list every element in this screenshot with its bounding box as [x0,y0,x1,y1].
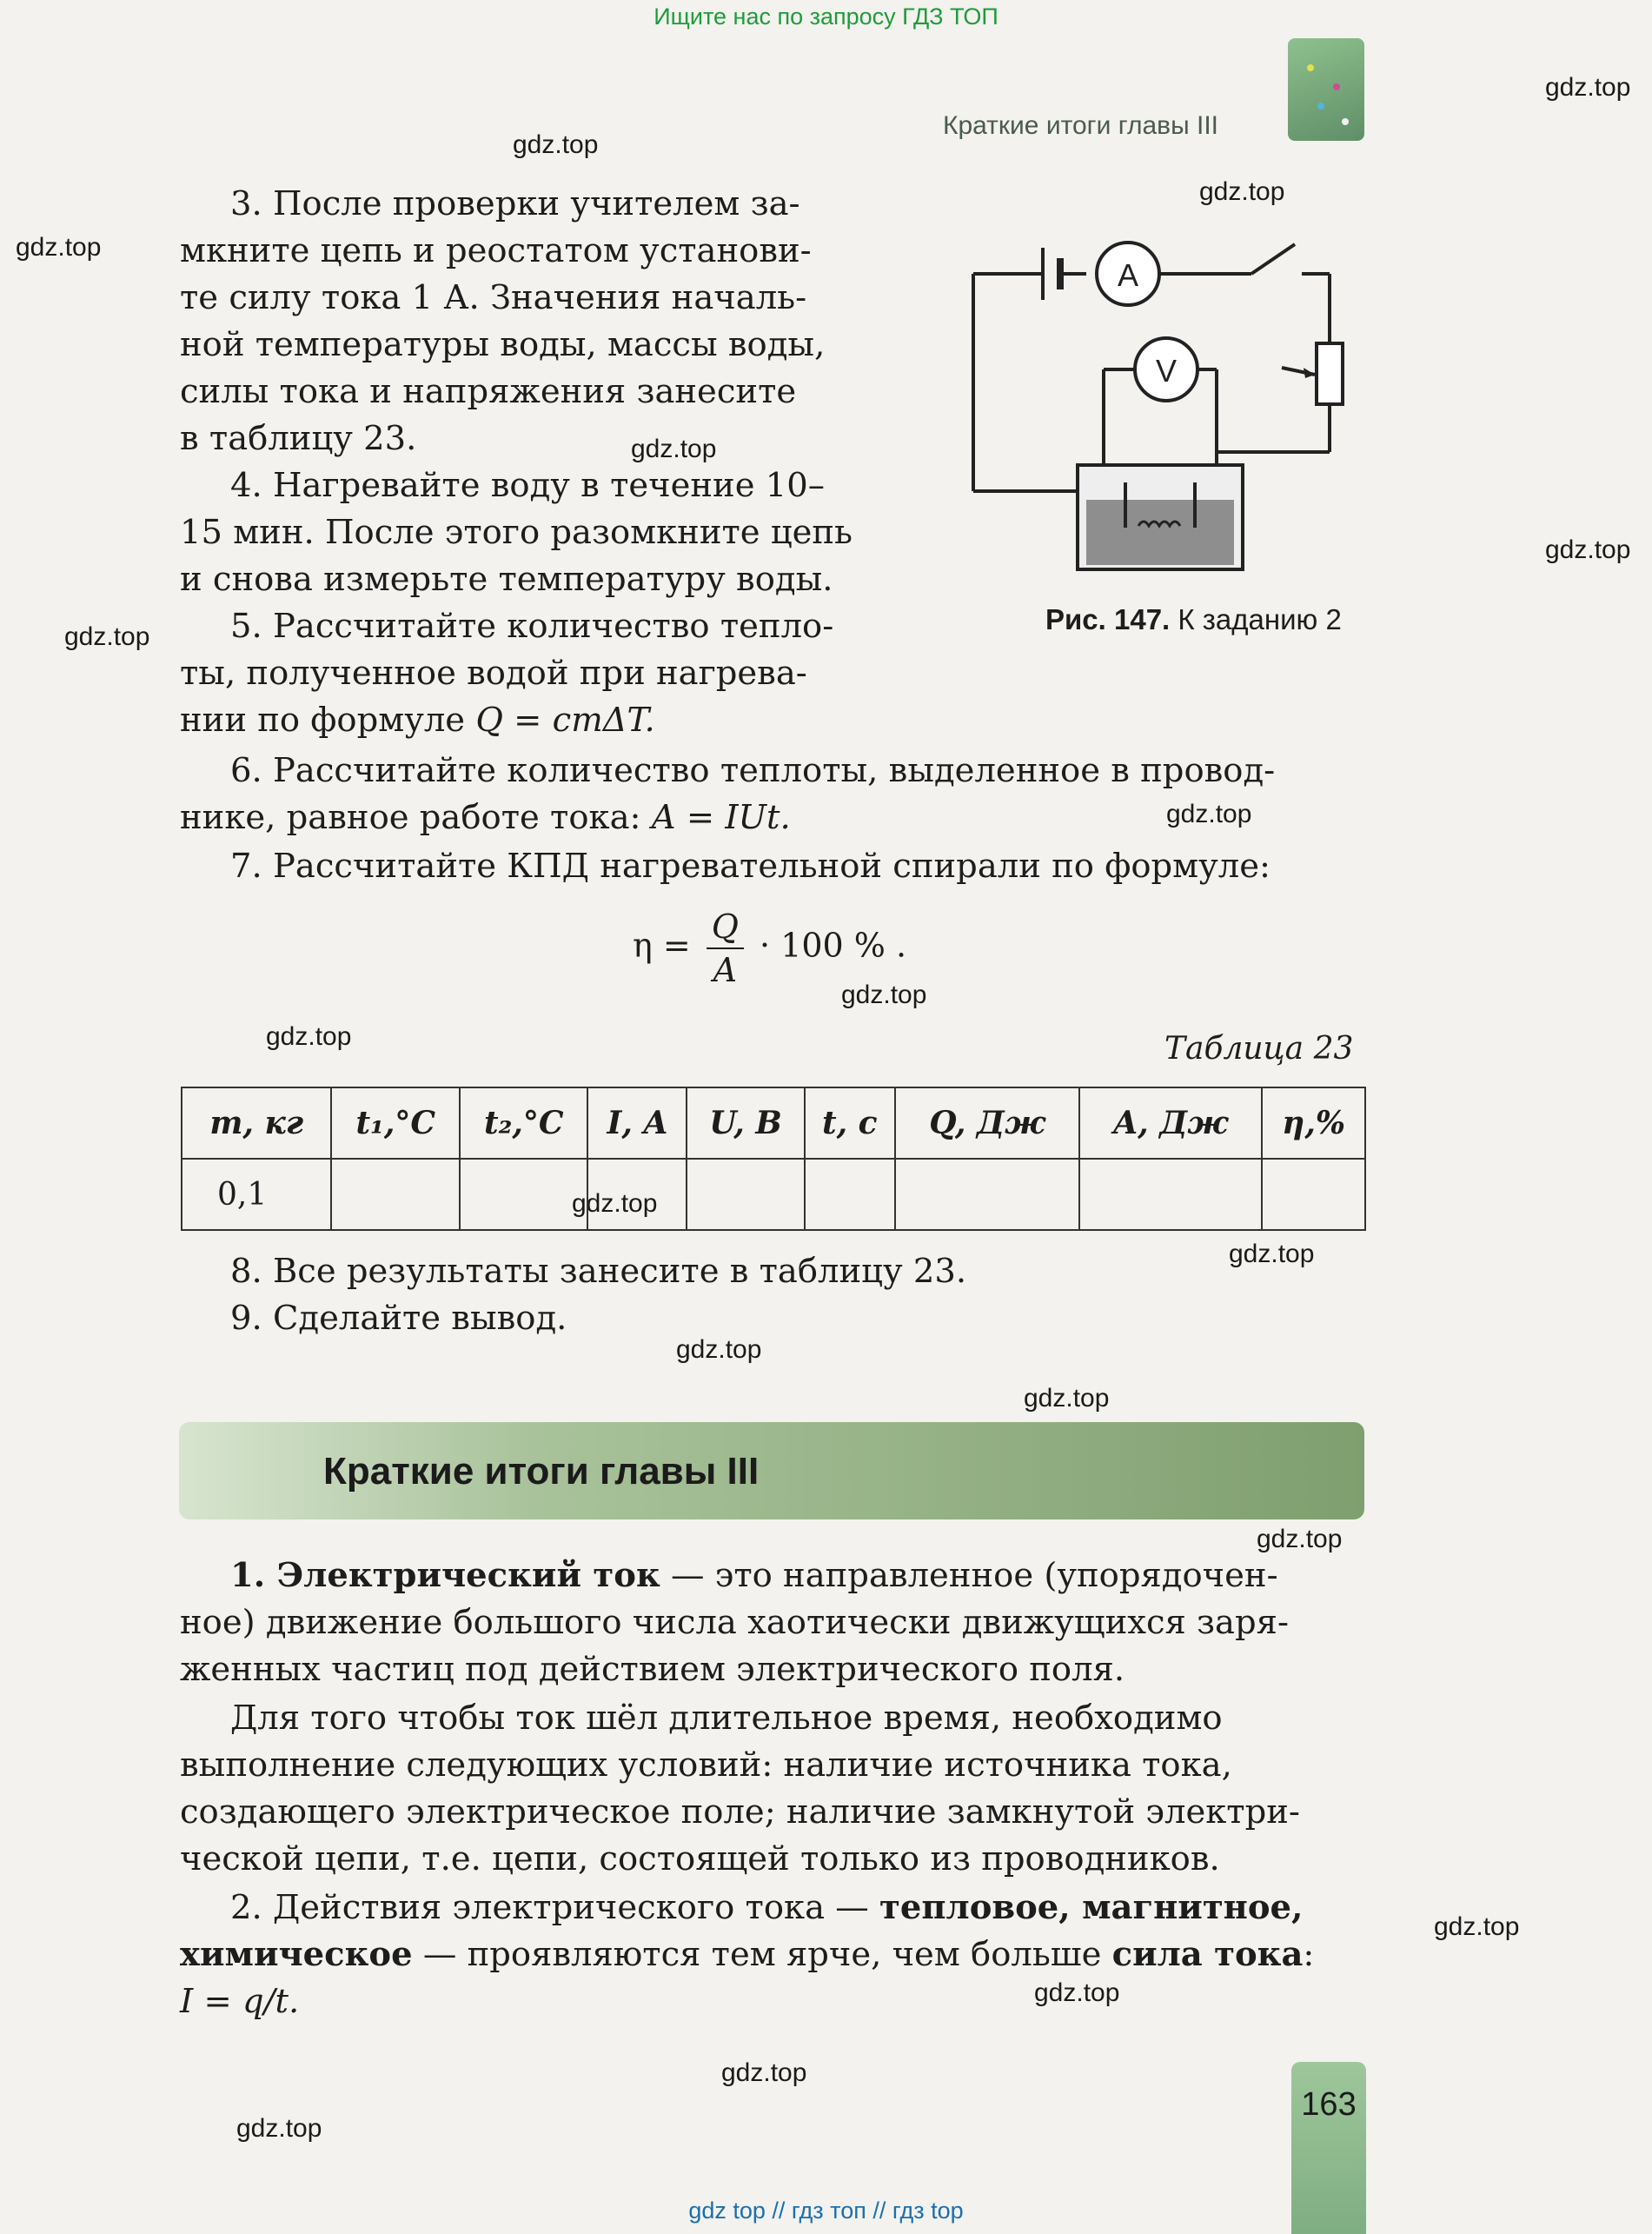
step-8-line: 8. Все результаты занесите в таблицу 23. [230,1252,967,1291]
heat-formula: Q = cmΔT. [475,701,655,740]
formula-fraction [707,906,744,991]
formula-denominator: A [713,951,738,989]
watermark: gdz.top [16,233,102,262]
watermark: gdz.top [1434,1912,1520,1941]
table-header-cell: A, Дж [1079,1087,1262,1159]
table-header-cell: U, B [687,1087,804,1159]
table-header-cell: t₁,°C [331,1087,460,1159]
table-row [182,1159,1365,1230]
step-3-line: в таблицу 23. [180,419,417,458]
watermark: gdz.top [572,1189,658,1218]
step-4-line: 15 мин. После этого разомкните цепь [180,513,853,552]
formula-numerator: Q [707,906,744,949]
summary-line: ческой цепи, т.е. цепи, состоящей только из проводников. [180,1839,1220,1878]
table-cell [587,1159,687,1230]
step-5-line: ты, полученное водой при нагрева- [180,654,807,693]
table-cell [460,1159,588,1230]
table-title: Таблица 23 [1164,1031,1354,1067]
summary-line [230,1885,1303,1931]
watermark: gdz.top [1034,1978,1120,2007]
step-3-line: ной температуры воды, массы воды, [180,325,826,364]
table-cell [331,1159,460,1230]
step-5-line [180,697,655,744]
voltmeter-label: V [1155,353,1178,389]
summary-line [180,1931,1314,1978]
summary-line: женных частиц под действием электрического поля. [180,1650,1125,1689]
step-3-line: 3. После проверки учителем за- [230,184,800,223]
watermark: gdz.top [1545,535,1631,564]
summary-title: Краткие итоги главы III [323,1450,760,1493]
top-search-link[interactable]: Ищите нас по запросу ГДЗ ТОП [654,3,998,30]
step-3-line: силы тока и напряжения занесите [180,372,797,411]
work-formula: A = IUt. [651,798,791,837]
watermark: gdz.top [64,622,150,651]
page-number: 163 [1301,2086,1357,2123]
watermark: gdz.top [1229,1240,1315,1268]
watermark: gdz.top [1545,73,1631,102]
watermark: gdz.top [1257,1525,1343,1553]
summary-line: выполнение следующих условий: наличие источника тока, [180,1745,1232,1785]
step-6-text: нике, равное работе тока: [180,798,641,837]
bottom-links[interactable]: gdz top // гдз топ // гдз top [688,2197,964,2224]
watermark: gdz.top [676,1335,762,1364]
step-4-line: и снова измерьте температуру воды. [180,560,833,599]
summary-line: создающего электрическое поле; наличие замкнутой электри- [180,1792,1300,1832]
step-5-text: нии по формуле [180,701,466,740]
summary-term: тепловое, магнитное, [879,1888,1304,1927]
watermark: gdz.top [513,130,599,159]
table-cell [805,1159,895,1230]
step-5-line: 5. Рассчитайте количество тепло- [230,607,834,646]
chapter-header: Краткие итоги главы III [943,111,1219,140]
watermark: gdz.top [1199,177,1285,206]
summary-text: — проявляются тем ярче, чем больше [412,1935,1112,1974]
chapter-decoration-tab [1288,38,1364,141]
summary-term: сила тока [1111,1935,1304,1974]
figure-number: Рис. 147. [1045,603,1171,635]
table-cell [895,1159,1079,1230]
summary-line: ное) движение большого числа хаотически движущихся заря- [180,1603,1289,1642]
watermark: gdz.top [1024,1384,1110,1413]
table-header-cell: t, c [805,1087,895,1159]
formula-rhs: · 100 % . [760,926,907,965]
table-cell [1262,1159,1365,1230]
table-cell [1079,1159,1262,1230]
table-cell: 0,1 [182,1159,331,1230]
figure-caption [1045,603,1342,636]
watermark: gdz.top [631,435,717,463]
watermark: gdz.top [721,2058,807,2087]
formula-lhs: η = [633,926,691,965]
summary-term: химическое [180,1935,413,1974]
step-7-line: 7. Рассчитайте КПД нагревательной спирали по формуле: [230,847,1271,886]
table-header-cell: m, кг [182,1087,331,1159]
summary-text: — это направленное (упорядочен- [660,1556,1278,1595]
step-3-line: те силу тока 1 А. Значения началь- [180,278,807,317]
watermark: gdz.top [266,1022,352,1051]
watermark: gdz.top [841,981,927,1009]
efficiency-formula [633,906,906,991]
table-header-cell: I, A [587,1087,687,1159]
table-header-cell: Q, Дж [895,1087,1079,1159]
figure-caption-text: К заданию 2 [1178,603,1342,635]
table-header-row [182,1087,1365,1159]
watermark: gdz.top [236,2114,322,2143]
current-formula: I = q/t. [180,1982,300,2021]
summary-line [230,1552,1278,1599]
summary-term: 1. Электрический ток [230,1556,660,1595]
step-6-line [180,795,791,841]
rheostat [1317,343,1343,404]
table-header-cell: t₂,°C [460,1087,588,1159]
table-cell [687,1159,804,1230]
summary-text: : [1303,1935,1315,1974]
step-4-line: 4. Нагревайте воду в течение 10– [230,466,825,505]
summary-text: 2. Действия электрического тока — [230,1888,880,1927]
summary-line: Для того чтобы ток шёл длительное время, необходимо [230,1699,1223,1738]
circuit-diagram [965,222,1373,587]
step-3-line: мкните цепь и реостатом установи- [180,231,812,270]
step-9-line: 9. Сделайте вывод. [230,1299,567,1338]
results-table [181,1087,1366,1231]
table-header-cell: η,% [1262,1087,1365,1159]
step-6-line: 6. Рассчитайте количество теплоты, выделенное в провод- [230,751,1276,790]
ammeter-label: A [1117,257,1139,293]
watermark: gdz.top [1166,800,1252,828]
